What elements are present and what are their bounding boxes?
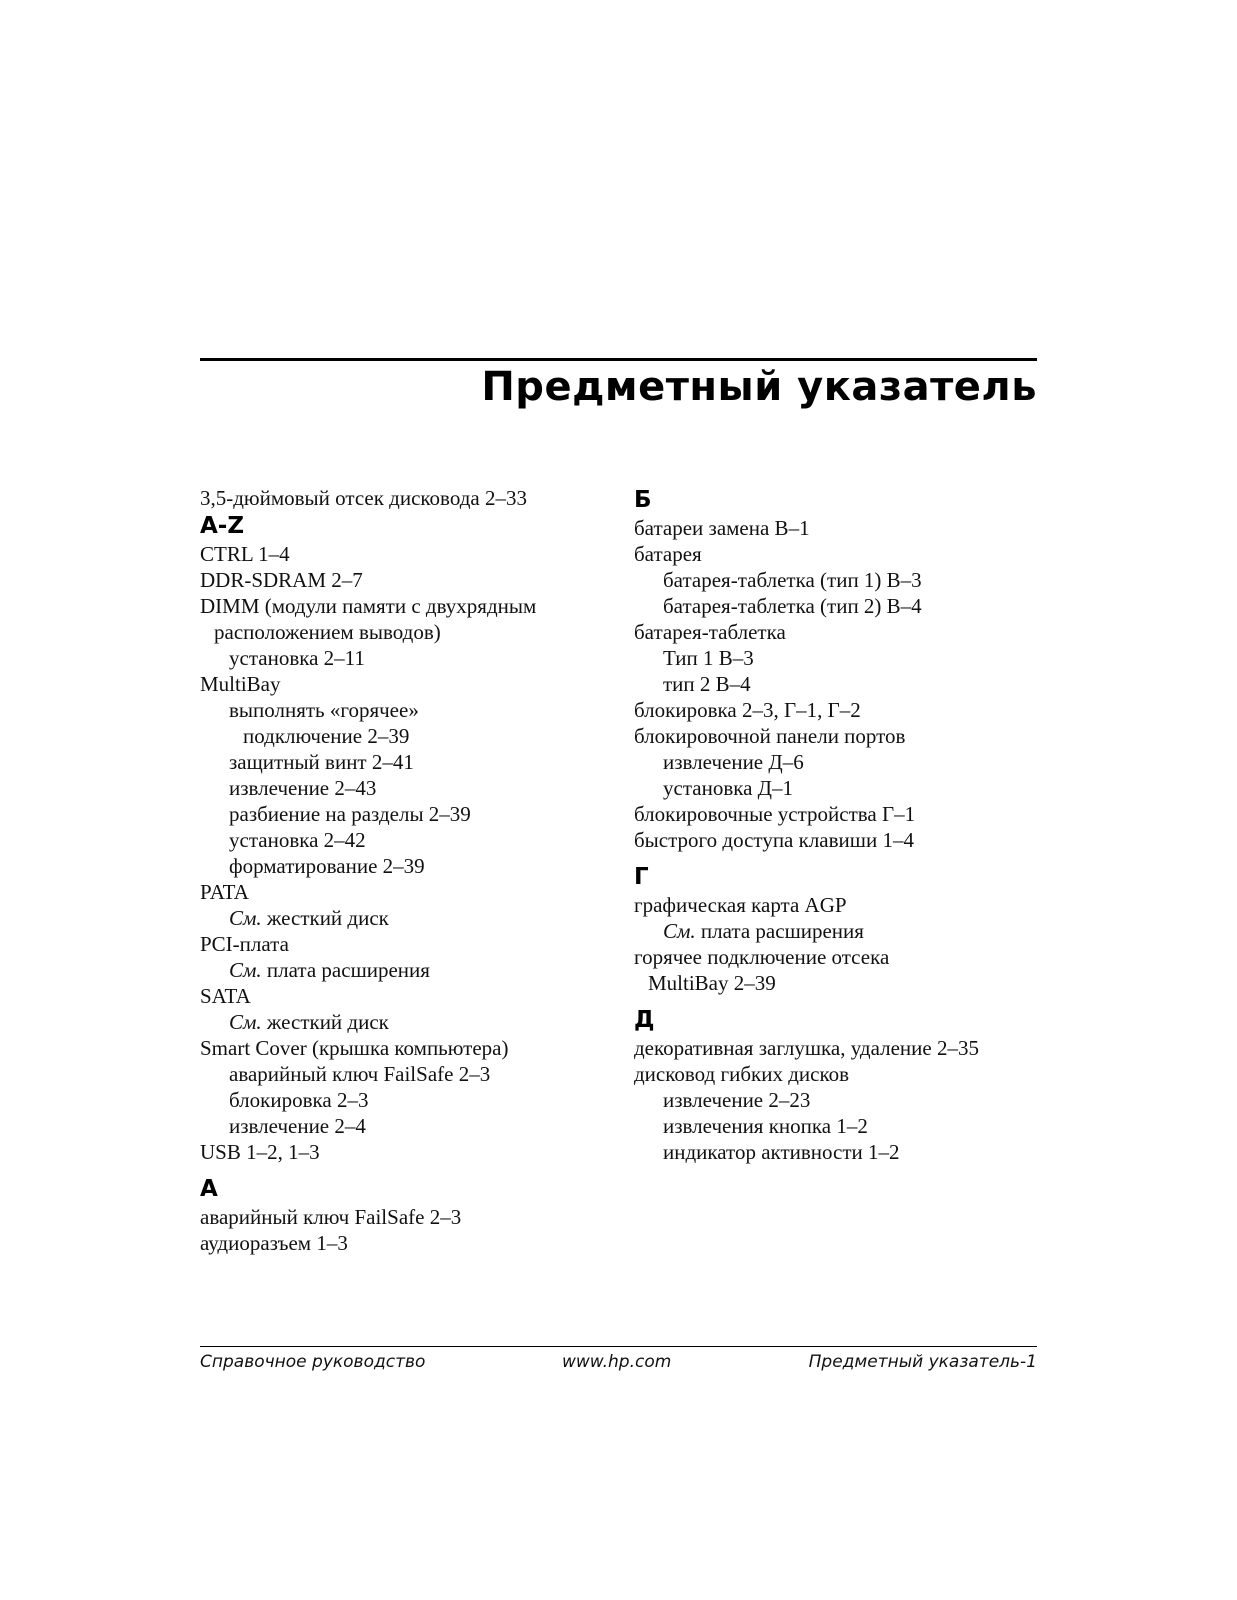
index-entry: подключение 2–39 <box>243 724 410 748</box>
index-column-left <box>200 485 610 1256</box>
index-entry: установка 2–11 <box>229 646 365 670</box>
footer-website: www.hp.com <box>562 1352 672 1372</box>
see-label: См. <box>229 958 262 982</box>
index-entry: защитный винт 2–41 <box>229 750 414 774</box>
index-entry: установка 2–42 <box>229 828 366 852</box>
index-entry: PATA <box>200 880 249 904</box>
see-target: плата расширения <box>700 919 864 943</box>
index-entry: 3,5-дюймовый отсек дисковода 2–33 <box>200 486 527 510</box>
index-entry: тип 2 В–4 <box>663 672 751 696</box>
index-entry: декоративная заглушка, удаление 2–35 <box>634 1036 979 1060</box>
index-see-reference <box>200 1009 610 1035</box>
index-letter-heading: Д <box>634 1007 655 1033</box>
index-entry: извлечения кнопка 1–2 <box>663 1114 868 1138</box>
page-title: Предметный указатель <box>481 364 1037 410</box>
index-entry: горячее подключение отсека <box>634 945 890 969</box>
index-entry: блокировка 2–3 <box>229 1088 369 1112</box>
index-letter-heading: А <box>200 1176 218 1202</box>
index-entry: аварийный ключ FailSafe 2–3 <box>200 1205 462 1229</box>
index-entry: выполнять «горячее» <box>229 698 419 722</box>
footer-doc-title: Справочное руководство <box>200 1352 426 1372</box>
index-entry: форматирование 2–39 <box>229 854 425 878</box>
index-entry: дисковод гибких дисков <box>634 1062 850 1086</box>
index-entry: установка Д–1 <box>663 776 794 800</box>
index-entry: аварийный ключ FailSafe 2–3 <box>229 1062 491 1086</box>
index-letter-heading: Г <box>634 864 649 890</box>
index-see-reference <box>200 957 610 983</box>
footer-rule <box>200 1346 1037 1347</box>
index-letter-heading: A-Z <box>200 513 245 539</box>
index-entry: батареи замена В–1 <box>634 516 810 540</box>
index-entry: быстрого доступа клавиши 1–4 <box>634 828 914 852</box>
index-entry: SATA <box>200 984 251 1008</box>
index-entry: DDR-SDRAM 2–7 <box>200 568 363 592</box>
see-target: жесткий диск <box>266 906 389 930</box>
index-entry: CTRL 1–4 <box>200 542 290 566</box>
index-entry: извлечение 2–43 <box>229 776 377 800</box>
index-entry: MultiBay <box>200 672 281 696</box>
title-rule <box>200 358 1037 361</box>
index-entry: батарея-таблетка <box>634 620 786 644</box>
index-entry: извлечение 2–23 <box>663 1088 811 1112</box>
index-entry: блокировка 2–3, Г–1, Г–2 <box>634 698 861 722</box>
see-label: См. <box>229 906 262 930</box>
index-see-reference <box>634 918 1044 944</box>
index-entry: разбиение на разделы 2–39 <box>229 802 471 826</box>
index-entry: батарея-таблетка (тип 1) В–3 <box>663 568 922 592</box>
index-letter-heading: Б <box>634 487 652 513</box>
see-label: См. <box>229 1010 262 1034</box>
index-entry: извлечение 2–4 <box>229 1114 366 1138</box>
index-entry: извлечение Д–6 <box>663 750 804 774</box>
index-entry: Smart Cover (крышка компьютера) <box>200 1036 509 1060</box>
index-entry: MultiBay 2–39 <box>648 971 776 995</box>
see-label: См. <box>663 919 696 943</box>
index-entry: Тип 1 В–3 <box>663 646 754 670</box>
footer-page-number: Предметный указатель-1 <box>808 1352 1037 1372</box>
index-entry: аудиоразъем 1–3 <box>200 1231 348 1255</box>
see-target: жесткий диск <box>266 1010 389 1034</box>
index-entry: батарея-таблетка (тип 2) В–4 <box>663 594 922 618</box>
index-entry: графическая карта AGP <box>634 893 847 917</box>
index-entry: батарея <box>634 542 702 566</box>
index-entry: расположением выводов) <box>214 620 441 644</box>
index-entry: USB 1–2, 1–3 <box>200 1140 320 1164</box>
index-entry: блокировочной панели портов <box>634 724 906 748</box>
index-see-reference <box>200 905 610 931</box>
index-entry: PCI-плата <box>200 932 289 956</box>
index-column-right <box>634 485 1044 1165</box>
index-entry: индикатор активности 1–2 <box>663 1140 900 1164</box>
index-entry: DIMM (модули памяти с двухрядным <box>200 594 537 618</box>
see-target: плата расширения <box>266 958 430 982</box>
index-entry: блокировочные устройства Г–1 <box>634 802 916 826</box>
